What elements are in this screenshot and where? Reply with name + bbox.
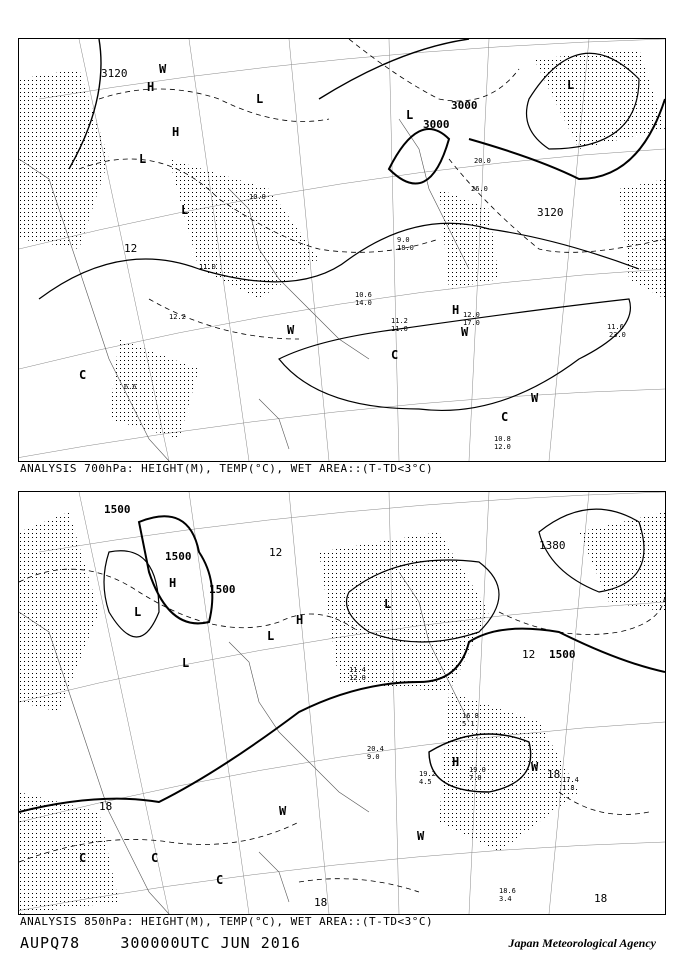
station-value: 14.0 xyxy=(355,299,372,307)
warm-center-symbol: W xyxy=(417,829,425,843)
low-center-symbol: L xyxy=(406,108,414,122)
low-center-symbol: L xyxy=(384,597,392,611)
station-value: 9.0 xyxy=(397,236,410,244)
map-850hpa-svg xyxy=(19,492,665,914)
warm-center-symbol: W xyxy=(159,62,167,76)
station-value: 18.0 xyxy=(397,244,414,252)
contour-label: 18 xyxy=(314,896,328,909)
cold-center-symbol: C xyxy=(79,851,87,865)
map-700hpa-svg xyxy=(19,39,665,461)
contour-label: 1500 xyxy=(104,503,131,516)
panel-caption-700hpa: ANALYSIS 700hPa: HEIGHT(M), TEMP(°C), WET AREA::(T-TD<3°C) xyxy=(20,462,434,475)
warm-center-symbol: W xyxy=(531,760,539,774)
contour-label: 12 xyxy=(269,546,283,559)
warm-center-symbol: W xyxy=(461,325,469,339)
high-center-symbol: H xyxy=(452,303,460,317)
station-value: 16.8 xyxy=(462,712,479,720)
station-value: 18.6 xyxy=(499,887,516,895)
station-value: 6.6 xyxy=(124,383,137,391)
high-center-symbol: H xyxy=(147,80,155,94)
contour-label: 3000 xyxy=(451,99,478,112)
panel-caption-850hpa: ANALYSIS 850hPa: HEIGHT(M), TEMP(°C), WET AREA::(T-TD<3°C) xyxy=(20,915,434,928)
station-value: 1.8 xyxy=(562,784,575,792)
warm-center-symbol: W xyxy=(279,804,287,818)
contour-label: 3000 xyxy=(423,118,450,131)
station-value: 10.0 xyxy=(249,193,266,201)
agency-credit: Japan Meteorological Agency xyxy=(508,936,656,950)
warm-center-symbol: W xyxy=(287,323,295,337)
station-value: 10.6 xyxy=(355,291,372,299)
low-center-symbol: L xyxy=(567,78,575,92)
station-value: 19.0 xyxy=(469,766,486,774)
station-value: 12.0 xyxy=(463,311,480,319)
contour-label: 1500 xyxy=(209,583,236,596)
contour-label: 18 xyxy=(99,800,113,813)
valid-datetime: 300000UTC JUN 2016 xyxy=(120,934,301,952)
low-center-symbol: L xyxy=(139,152,147,166)
station-value: 11.2 xyxy=(391,317,408,325)
high-center-symbol: H xyxy=(172,125,180,139)
high-center-symbol: H xyxy=(296,613,304,627)
station-value: 9.0 xyxy=(367,753,380,761)
cold-center-symbol: C xyxy=(216,873,224,887)
station-value: 20.4 xyxy=(367,745,384,753)
low-center-symbol: L xyxy=(256,92,264,106)
contour-label: 3120 xyxy=(101,67,128,80)
contour-label: 18 xyxy=(594,892,608,905)
low-center-symbol: L xyxy=(267,629,275,643)
station-value: 19.2 xyxy=(419,770,436,778)
station-value: 11.6 xyxy=(607,323,624,331)
station-value: 23.0 xyxy=(609,331,626,339)
station-value: 3.4 xyxy=(499,895,512,903)
wet-areas xyxy=(19,49,665,439)
cold-center-symbol: C xyxy=(501,410,509,424)
cold-center-symbol: C xyxy=(151,851,159,865)
high-center-symbol: H xyxy=(169,576,177,590)
contour-label: 18 xyxy=(547,768,561,781)
chart-code: AUPQ78 xyxy=(20,934,81,952)
map-panel-850hpa xyxy=(18,491,666,915)
warm-center-symbol: W xyxy=(531,391,539,405)
chart-id-and-valid-time xyxy=(20,934,301,952)
station-value: 17.0 xyxy=(463,319,480,327)
station-value: 12.2 xyxy=(169,313,186,321)
contour-label: 1500 xyxy=(165,550,192,563)
station-value: 7.0 xyxy=(469,774,482,782)
cold-center-symbol: C xyxy=(79,368,87,382)
station-value: 10.8 xyxy=(494,435,511,443)
high-center-symbol: H xyxy=(452,755,460,769)
station-value: 11.4 xyxy=(349,666,366,674)
cold-center-symbol: C xyxy=(391,348,399,362)
station-value: 17.4 xyxy=(562,776,579,784)
station-value: 12.0 xyxy=(349,674,366,682)
map-panel-700hpa xyxy=(18,38,666,462)
station-value: 20.0 xyxy=(474,157,491,165)
station-value: 5.1 xyxy=(462,720,475,728)
low-center-symbol: L xyxy=(134,605,142,619)
contour-label: 1500 xyxy=(549,648,576,661)
contour-label: 1380 xyxy=(539,539,566,552)
station-value: 26.0 xyxy=(471,185,488,193)
contour-label: 12 xyxy=(522,648,536,661)
low-center-symbol: L xyxy=(182,656,190,670)
contour-label: 3120 xyxy=(537,206,564,219)
contour-label: 12 xyxy=(124,242,138,255)
station-value: 11.0 xyxy=(391,325,408,333)
station-value: 11.0 xyxy=(199,263,216,271)
low-center-symbol: L xyxy=(181,203,189,217)
station-value: 12.0 xyxy=(494,443,511,451)
station-value: 4.5 xyxy=(419,778,432,786)
